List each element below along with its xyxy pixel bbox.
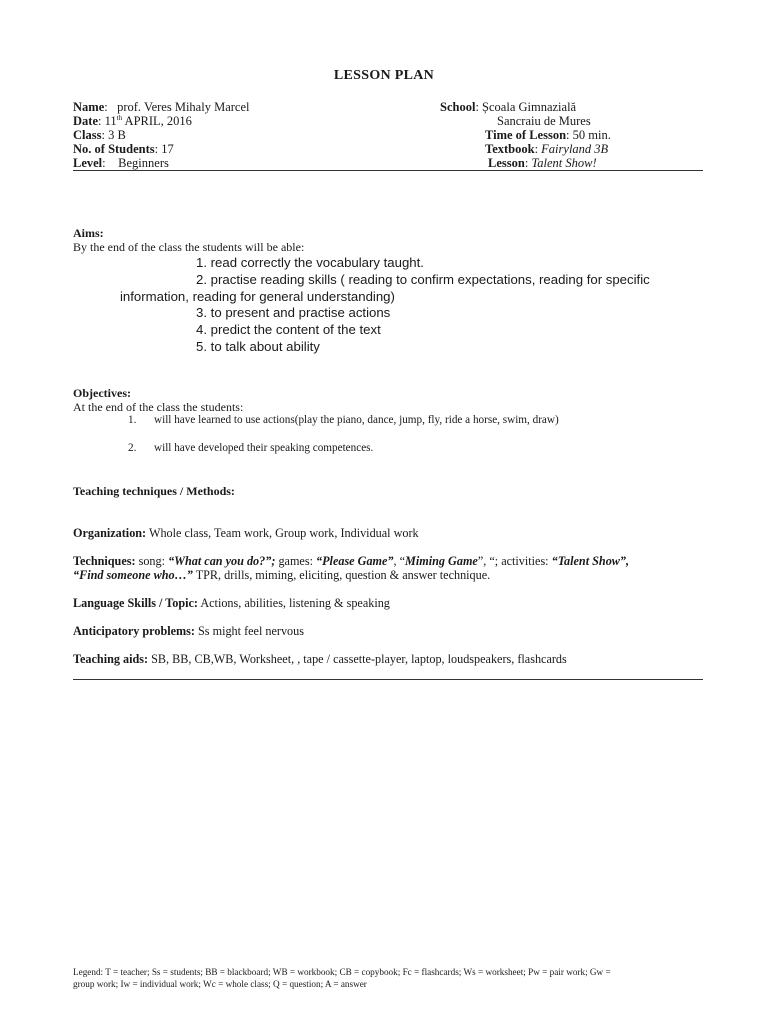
techniques-text-4: ”, “; activities: (477, 554, 552, 568)
name-row: Name: prof. Veres Mihaly Marcel (73, 100, 250, 114)
level-row: Level: Beginners (73, 156, 169, 170)
objective-item-1-num: 1. (128, 414, 137, 426)
aim-item-2-cont: information, reading for general understanding) (120, 289, 395, 304)
time-value: 50 min. (572, 128, 611, 142)
aim-item-3: 3. to present and practise actions (196, 305, 391, 320)
organization-value: Whole class, Team work, Group work, Individual work (146, 526, 419, 540)
lesson-label: Lesson (488, 156, 525, 170)
school-value-line2: Sancraiu de Mures (497, 114, 591, 128)
objectives-intro: At the end of the class the students: (73, 400, 244, 414)
objective-item-2: will have developed their speaking competences. (154, 442, 374, 454)
techniques-label: Techniques: (73, 554, 136, 568)
techniques-text-5: TPR, drills, miming, eliciting, question & answer technique. (192, 568, 491, 582)
technique-song: “What can you do?”; (168, 554, 276, 568)
school-label: School (440, 100, 476, 114)
skills-row (73, 596, 390, 611)
date-label: Date (73, 114, 98, 128)
students-label: No. of Students (73, 142, 155, 156)
aim-item-5: 5. to talk about ability (196, 339, 320, 354)
textbook-value: Fairyland 3B (541, 142, 609, 156)
techniques-row (73, 554, 629, 569)
technique-activity-2: “Find someone who…” (73, 568, 193, 582)
objectives-heading: Objectives: (73, 386, 131, 400)
problems-value: Ss might feel nervous (194, 624, 304, 638)
problems-label: Anticipatory problems: (73, 624, 195, 638)
date-day: 11 (104, 114, 117, 128)
school-value: Școala Gimnazială (482, 100, 577, 114)
date-suffix: th (116, 113, 123, 122)
level-label: Level (73, 156, 103, 170)
time-label: Time of Lesson (485, 128, 567, 142)
header-divider (73, 170, 703, 171)
technique-game-1: “Please Game” (316, 554, 394, 568)
objective-item-1: will have learned to use actions(play the piano, dance, jump, fly, ride a horse, swim, draw) (154, 414, 559, 426)
aim-item-1: 1. read correctly the vocabulary taught. (196, 255, 424, 270)
textbook-row: Textbook: Fairyland 3B (485, 142, 609, 156)
skills-value: Actions, abilities, listening & speaking (197, 596, 390, 610)
class-value: 3 B (108, 128, 126, 142)
name-label: Name (73, 100, 105, 114)
date-row: Date: 11th APRIL, 2016 (73, 113, 192, 128)
techniques-text-1: song: (135, 554, 169, 568)
technique-activity-1: “Talent Show”, (551, 554, 630, 568)
problems-row (73, 624, 304, 639)
page-title: LESSON PLAN (333, 68, 435, 83)
aids-row (73, 652, 567, 667)
techniques-row-2 (73, 568, 490, 583)
legend-line-2: group work; Iw = individual work; Wc = whole class; Q = question; A = answer (73, 979, 367, 989)
aim-item-2: 2. practise reading skills ( reading to confirm expectations, reading for specific (196, 272, 650, 287)
time-row: Time of Lesson: 50 min. (485, 128, 611, 142)
class-label: Class (73, 128, 102, 142)
aim-item-4: 4. predict the content of the text (196, 322, 381, 337)
techniques-text-2: games: (275, 554, 317, 568)
date-rest: APRIL, 2016 (122, 114, 192, 128)
footer-divider (73, 679, 703, 680)
school-row: School: Școala Gimnazială (440, 100, 577, 114)
organization-row (73, 526, 419, 541)
legend-line-1: Legend: T = teacher; Ss = students; BB = blackboard; WB = workbook; CB = copybook; Fc = flashcards; Ws = worksheet; Pw = pair work; Gw = (73, 967, 611, 977)
methods-heading: Teaching techniques / Methods: (73, 484, 235, 498)
class-row: Class: 3 B (73, 128, 126, 142)
lesson-value: Talent Show! (531, 156, 597, 170)
students-row: No. of Students: 17 (73, 142, 174, 156)
aids-label: Teaching aids: (73, 652, 149, 666)
objective-item-2-num: 2. (128, 442, 137, 454)
textbook-label: Textbook (485, 142, 535, 156)
techniques-text-3: , “ (393, 554, 406, 568)
aims-heading: Aims: (73, 226, 104, 240)
technique-game-2: Miming Game (405, 554, 478, 568)
level-value: Beginners (118, 156, 169, 170)
lesson-row: Lesson: Talent Show! (488, 156, 597, 170)
organization-label: Organization: (73, 526, 147, 540)
skills-label: Language Skills / Topic: (73, 596, 198, 610)
students-value: 17 (161, 142, 174, 156)
name-value: prof. Veres Mihaly Marcel (117, 100, 250, 114)
aims-intro: By the end of the class the students will be able: (73, 240, 305, 254)
aids-value: SB, BB, CB,WB, Worksheet, , tape / cassette-player, laptop, loudspeakers, flashcards (148, 652, 567, 666)
